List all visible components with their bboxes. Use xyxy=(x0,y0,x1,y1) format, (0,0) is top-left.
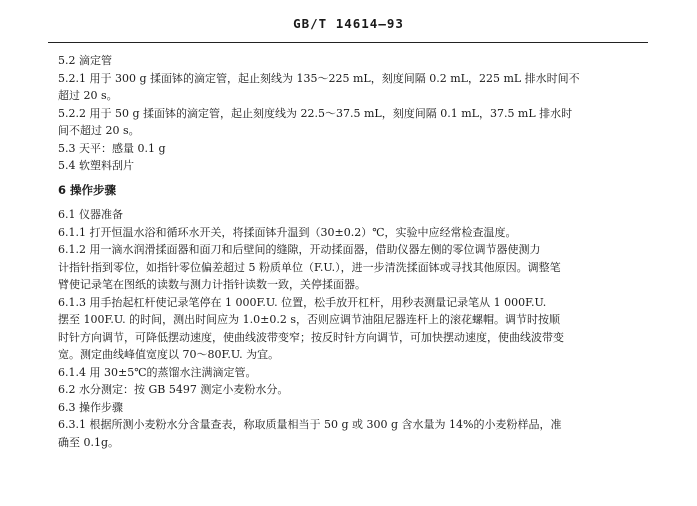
clause-6-1-2-line-3: 臂使记录笔在图纸的读数与测力计指针读数一致，关停揉面器。 xyxy=(58,278,366,291)
clause-5-2-2-line-2: 间不超过 20 s。 xyxy=(58,124,140,137)
clause-6-1-2-line-2: 计指针指到零位，如指针零位偏差超过 5 粉质单位（F.U.），进一步清洗揉面钵或寻找其他原因。调整笔 xyxy=(58,260,561,274)
clause-5-3: 5.3 天平：感量 0.1 g xyxy=(58,141,166,155)
document-body xyxy=(58,52,638,451)
standard-code-header: GB/T 14614—93 xyxy=(293,16,404,31)
clause-6-3-1-line-2: 确至 0.1g。 xyxy=(58,435,120,449)
clause-6-3-1-line-1: 6.3.1 根据所测小麦粉水分含量查表，称取质量相当于 50 g 或 300 g 含水量为 14%的小麦粉样品，准 xyxy=(58,418,562,431)
clause-5-2-1-line-2: 超过 20 s。 xyxy=(58,89,118,102)
clause-6-1-2-line-1: 6.1.2 用一滴水润滑揉面器和面刀和后壁间的缝隙，开动揉面器，借助仪器左侧的零位调节器使测力 xyxy=(58,243,541,256)
clause-6-1-3-line-2: 摆至 100F.U. 的时间，测出时间应为 1.0±0.2 s，否则应调节油阻尼器连杆上的滚花螺帽。调节时按顺 xyxy=(58,313,561,326)
clause-6-1-1: 6.1.1 打开恒温水浴和循环水开关，将揉面钵升温到（30±0.2）℃，实验中应经常检查温度。 xyxy=(58,225,517,239)
clause-6-2: 6.2 水分测定：按 GB 5497 测定小麦粉水分。 xyxy=(58,383,289,396)
clause-5-2-heading: 5.2 滴定管 xyxy=(58,54,112,67)
clause-6-1-3-line-3: 时针方向调节，可降低摆动速度，使曲线波带变窄；按反时针方向调节，可加快摆动速度，使曲线波带变 xyxy=(58,330,564,344)
clause-5-4: 5.4 软塑料刮片 xyxy=(58,159,134,172)
header-rule xyxy=(48,42,648,43)
clause-6-3-heading: 6.3 操作步骤 xyxy=(58,400,123,414)
clause-6-1-3-line-1: 6.1.3 用手抬起杠杆使记录笔停在 1 000F.U. 位置，松手放开杠杆，用秒表测量记录笔从 1 000F.U. xyxy=(58,295,547,309)
clause-6-1-4: 6.1.4 用 30±5℃的蒸馏水注满滴定管。 xyxy=(58,365,257,379)
clause-5-2-2-line-1: 5.2.2 用于 50 g 揉面钵的滴定管，起止刻度线为 22.5～37.5 mL，刻度间隔 0.1 mL，37.5 mL 排水时 xyxy=(58,106,573,120)
clause-6-1-3-line-4: 宽。测定曲线峰值宽度以 70～80F.U. 为宜。 xyxy=(58,348,280,361)
section-6-title: 6 操作步骤 xyxy=(58,182,117,197)
clause-5-2-1-line-1: 5.2.1 用于 300 g 揉面钵的滴定管，起止刻线为 135～225 mL，刻度间隔 0.2 mL，225 mL 排水时间不 xyxy=(58,71,580,85)
clause-6-1-heading: 6.1 仪器准备 xyxy=(58,208,123,221)
